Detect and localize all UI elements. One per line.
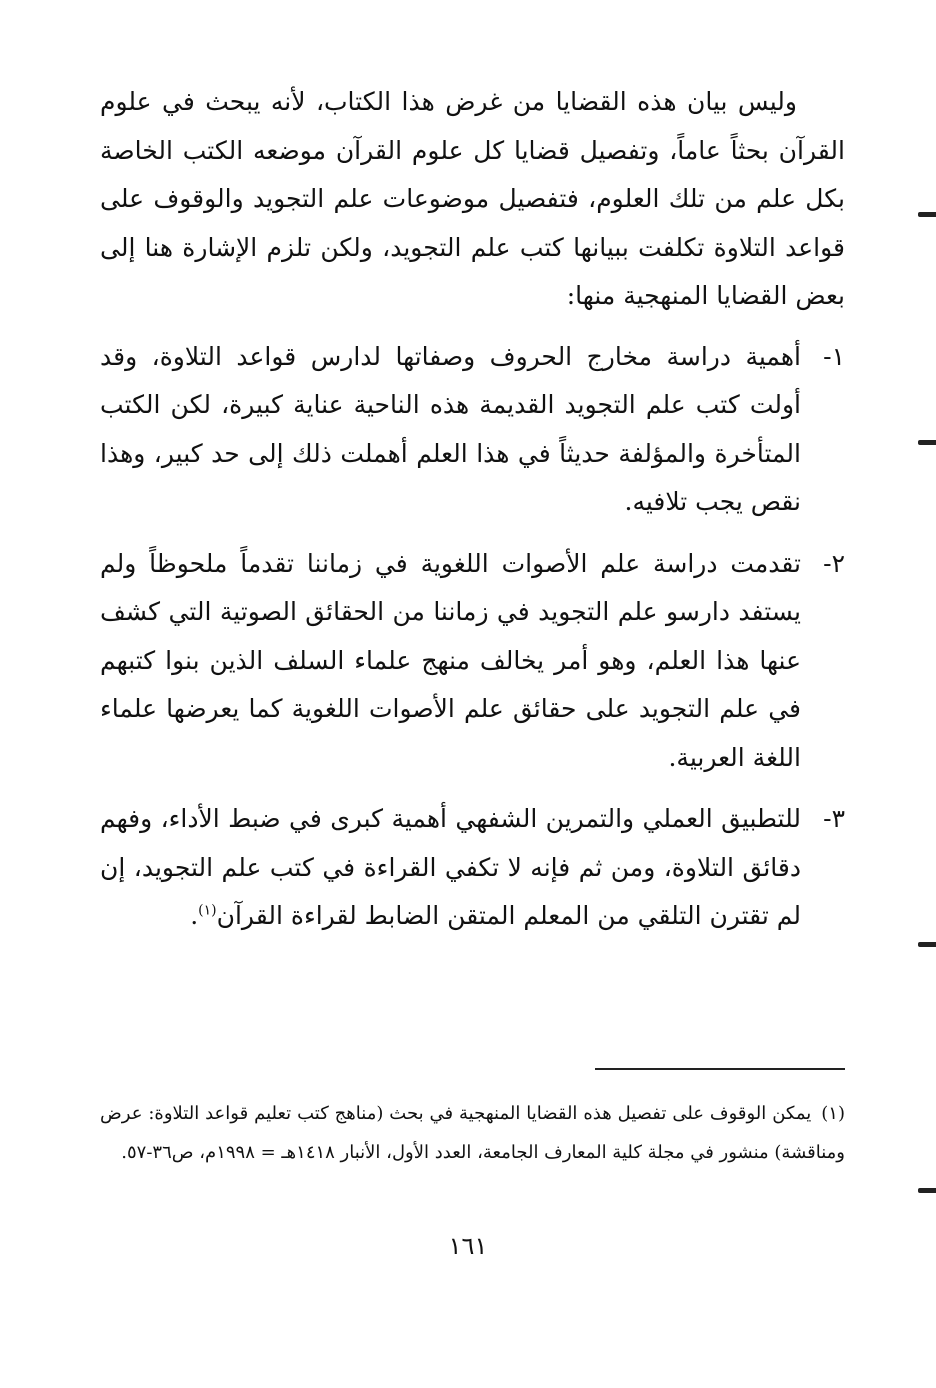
- footnote-number: (١): [821, 1103, 845, 1124]
- footnote-reference[interactable]: (١): [198, 902, 217, 919]
- list-item-text: للتطبيق العملي والتمرين الشفهي أهمية كبرى في ضبط الأداء، وفهم دقائق التلاوة، ومن ثم فإنه لا تكفي القراءة في كتب علم التجويد، إن لم تقترن التلقي من المعلم المتقن الضابط لقراءة القرآن: [100, 804, 801, 930]
- page-number: ١٦١: [448, 1232, 488, 1260]
- intro-paragraph: وليس بيان هذه القضايا من غرض هذا الكتاب، لأنه يبحث في علوم القرآن بحثاً عاماً، وتفصيل قضايا كل علوم القرآن موضعه الكتب الخاصة بكل علم من تلك العلوم، فتفصيل موضوعات علم التجويد والوقوف على قواعد التلاوة تكلفت ببيانها كتب علم التجويد، ولكن تلزم الإشارة هنا إلى بعض القضايا المنهجية منها:: [100, 87, 845, 310]
- list-item-3: [100, 795, 845, 941]
- scan-edge-mark: [918, 440, 936, 445]
- scan-edge-mark: [918, 212, 936, 217]
- footnote-text: يمكن الوقوف على تفصيل هذه القضايا المنهجية في بحث (مناهج كتب تعليم قواعد التلاوة: عرض ومناقشة) منشور في مجلة كلية المعارف الجامعة، العدد الأول، الأنبار ١٤١٨هـ = ١٩٩٨م، ص٣٦-٥٧.: [100, 1103, 845, 1163]
- page-body: [100, 78, 845, 954]
- list-item-number: ٣-: [823, 804, 845, 833]
- list-item-number: ١-: [823, 341, 845, 371]
- footnote: [100, 1094, 845, 1172]
- scan-edge-mark: [918, 942, 936, 947]
- list-item-2: [100, 540, 845, 783]
- list-item-ending: .: [190, 901, 199, 930]
- list-item-1: [100, 333, 845, 527]
- footnote-divider: [595, 1068, 845, 1070]
- scan-edge-mark: [918, 1188, 936, 1193]
- list-item-number: ٢-: [823, 548, 845, 578]
- list-item-text: تقدمت دراسة علم الأصوات اللغوية في زماننا تقدماً ملحوظاً ولم يستفد دارسو علم التجويد في زماننا من الحقائق الصوتية التي كشف عنها هذا العلم، وهو أمر يخالف منهج علماء السلف الذين بنوا كتبهم في علم التجويد على حقائق علم الأصوات اللغوية كما يعرضها علماء اللغة العربية.: [100, 548, 801, 772]
- list-item-text: أهمية دراسة مخارج الحروف وصفاتها لدارس قواعد التلاوة، وقد أولت كتب علم التجويد القديمة هذه الناحية عناية كبيرة، لكن الكتب المتأخرة والمؤلفة حديثاً في هذا العلم أهملت ذلك إلى حد كبير، وهذا نقص يجب تلافيه.: [100, 341, 801, 516]
